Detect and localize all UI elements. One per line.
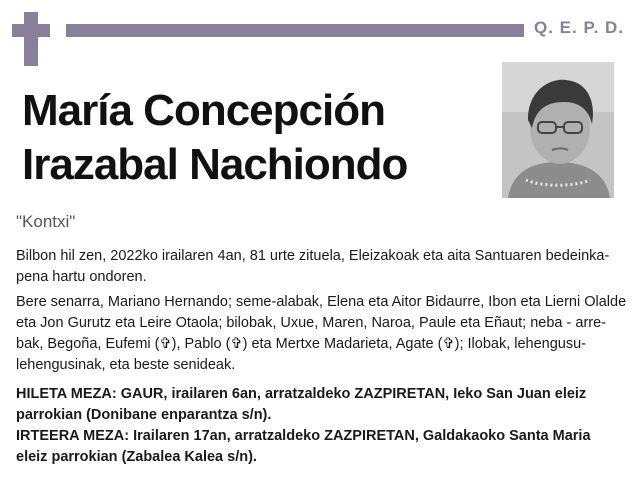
portrait-photo <box>502 62 614 198</box>
text-line: parrokian (Donibane enparantza s/n). <box>16 407 272 423</box>
family-paragraph <box>16 292 627 376</box>
name-line-2: Irazabal Nachiondo <box>22 140 408 189</box>
deceased-name <box>22 84 492 192</box>
funeral-mass-info <box>16 384 618 426</box>
header-bar <box>66 24 524 37</box>
nickname: "Kontxi" <box>16 212 76 231</box>
death-notice-paragraph <box>16 246 618 288</box>
text-line: IRTEERA MEZA: Irailaren 17an, arratzaldeko ZAZPIRETAN, Galdakaoko Santa Maria <box>16 428 591 444</box>
text-line: Bilbon hil zen, 2022ko irailaren 4an, 81 urte zituela, Eleizakoak eta aita Santuaren bedeinka- <box>16 248 610 264</box>
name-line-1: María Concepción <box>22 86 385 135</box>
qepd-label: Q. E. P. D. <box>534 18 625 37</box>
text-line: lehengusinak, eta beste senideak. <box>16 357 236 373</box>
text-line: eta Jon Gurutz eta Leire Otaola; bilobak, Uxue, Maren, Naroa, Paule eta Eñaut; neba - arre- <box>16 315 606 331</box>
text-line: pena hartu ondoren. <box>16 269 147 285</box>
text-line: HILETA MEZA: GAUR, irailaren 6an, arratzaldeko ZAZPIRETAN, Ieko San Juan eleiz <box>16 386 587 402</box>
text-line: bak, Begoña, Eufemi (✞), Pablo (✞) eta Mertxe Madarieta, Agate (✞); Ilobak, lehengusu- <box>16 336 587 352</box>
text-line: Bere senarra, Mariano Hernando; seme-alabak, Elena eta Aitor Bidaurre, Ibon eta Lierni Olalde <box>16 294 627 310</box>
text-line: eleiz parrokian (Zabalea Kalea s/n). <box>16 449 257 465</box>
departure-mass-info <box>16 426 618 468</box>
